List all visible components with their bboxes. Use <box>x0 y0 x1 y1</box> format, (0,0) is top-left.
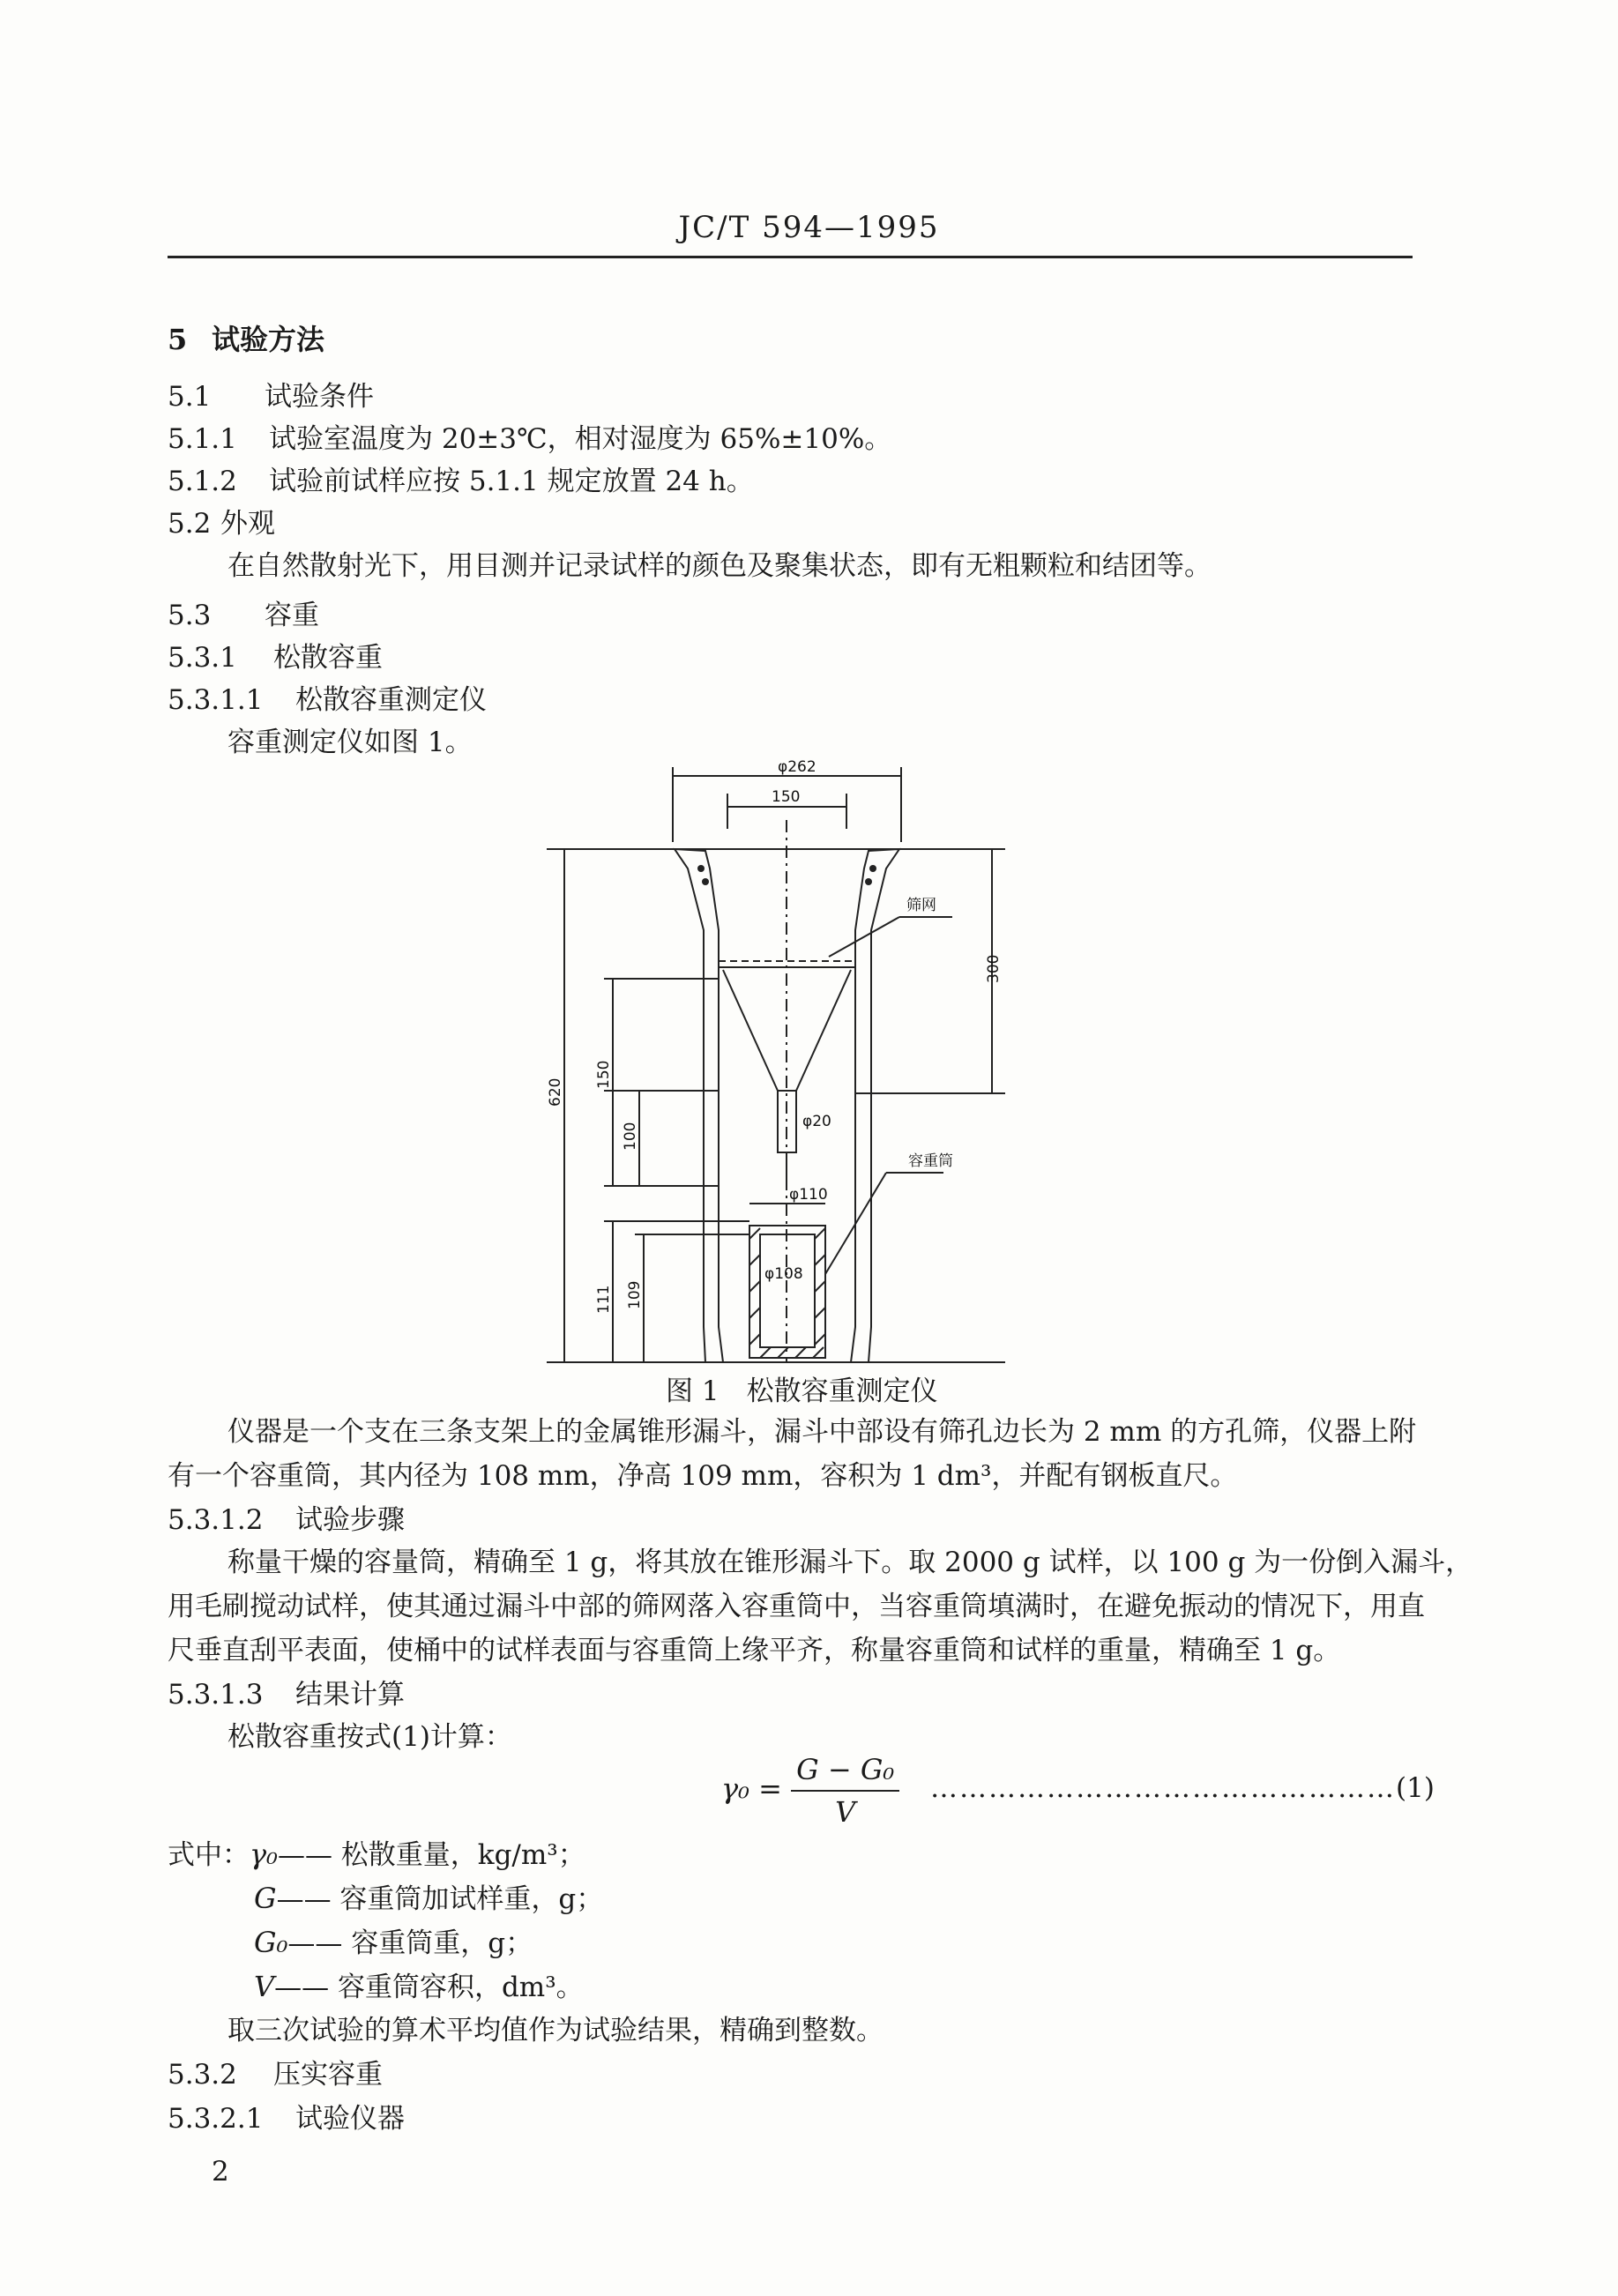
header-rule <box>168 256 1413 258</box>
figure-1-diagram <box>547 745 1023 1380</box>
where-item-V: V—— 容重筒容积，dm³。 <box>254 1970 584 2003</box>
result-text: 取三次试验的算术平均值作为试验结果，精确到整数。 <box>227 2015 884 2046</box>
section-5-2-text: 在自然散射光下，用目测并记录试样的颜色及聚集状态，即有无粗颗粒和结团等。 <box>227 550 1212 582</box>
dim-300-label: 300 <box>985 954 1003 983</box>
figure-reference-text: 容重测定仪如图 1。 <box>227 727 473 758</box>
screen-label: 筛网 <box>906 897 936 914</box>
section-5-3-1-heading: 5.3.1 松散容重 <box>168 642 383 674</box>
page-number: 2 <box>212 2156 229 2188</box>
dim-150-top-label: 150 <box>772 788 801 806</box>
where-item-G: G—— 容重筒加试样重，g； <box>254 1882 604 1915</box>
document-code-header: JC/T 594—1995 <box>678 210 940 245</box>
formula-lhs: γ₀ = <box>721 1771 782 1806</box>
cylinder-label: 容重筒 <box>908 1152 953 1170</box>
para-steps-line3: 尺垂直刮平表面，使桶中的试样表面与容重筒上缘平齐，称量容重筒和试样的重量，精确至 1 g。 <box>168 1635 1341 1666</box>
where-item-gamma0: 式中：γ₀—— 松散重量，kg/m³； <box>168 1838 585 1871</box>
dim-109-label: 109 <box>626 1280 644 1309</box>
dim-262-label: φ262 <box>778 758 816 776</box>
section-5-1-2: 5.1.2 试验前试样应按 5.1.1 规定放置 24 h。 <box>168 466 754 497</box>
formula-leader <box>930 1772 1435 1804</box>
formula-number: (1) <box>1396 1772 1435 1804</box>
section-5-3-1-2-heading: 5.3.1.2 试验步骤 <box>168 1504 405 1536</box>
section-5-3-1-3-heading: 5.3.1.3 结果计算 <box>168 1679 405 1711</box>
formula-1 <box>721 1753 899 1829</box>
section-5-1-1: 5.1.1 试验室温度为 20±3℃，相对湿度为 65%±10%。 <box>168 423 892 455</box>
section-5-3-1-1-heading: 5.3.1.1 松散容重测定仪 <box>168 684 487 716</box>
dim-20-label: φ20 <box>802 1113 831 1130</box>
section-5-3-heading: 5.3 容重 <box>168 600 319 631</box>
dim-150-left-label: 150 <box>595 1060 613 1089</box>
section-5-2-heading: 5.2 外观 <box>168 508 275 540</box>
para-steps-line1: 称量干燥的容量筒，精确至 1 g，将其放在锥形漏斗下。取 2000 g 试样，以 100 g 为一份倒入漏斗， <box>227 1547 1473 1578</box>
where-item-G0: G₀—— 容重筒重，g； <box>254 1926 533 1959</box>
calc-intro: 松散容重按式(1)计算： <box>227 1721 512 1753</box>
formula-denominator: V <box>835 1795 856 1829</box>
formula-numerator: G − G₀ <box>791 1753 899 1792</box>
figure-1-caption: 图 1 松散容重测定仪 <box>666 1375 938 1407</box>
para-steps-line2: 用毛刷搅动试样，使其通过漏斗中部的筛网落入容重筒中，当容重筒填满时，在避免振动的情况下，用直 <box>168 1591 1425 1622</box>
dim-100-label: 100 <box>622 1122 639 1151</box>
section-5-heading: 5 试验方法 <box>168 323 325 356</box>
dim-110-label: φ110 <box>789 1186 828 1204</box>
para-instrument-line1: 仪器是一个支在三条支架上的金属锥形漏斗，漏斗中部设有筛孔边长为 2 mm 的方孔筛，仪器上附 <box>227 1416 1417 1448</box>
para-instrument-line2: 有一个容重筒，其内径为 108 mm，净高 109 mm，容积为 1 dm³，并配有钢板直尺。 <box>168 1460 1238 1492</box>
section-5-3-2-1-heading: 5.3.2.1 试验仪器 <box>168 2103 405 2135</box>
formula-dots: ………………………………………… <box>930 1772 1396 1804</box>
section-5-3-2-heading: 5.3.2 压实容重 <box>168 2059 383 2091</box>
dim-111-label: 111 <box>595 1285 613 1314</box>
section-5-1-heading: 5.1 试验条件 <box>168 381 374 413</box>
dim-620-label: 620 <box>547 1077 564 1107</box>
formula-fraction <box>791 1753 899 1829</box>
dim-108-label: φ108 <box>764 1265 803 1283</box>
